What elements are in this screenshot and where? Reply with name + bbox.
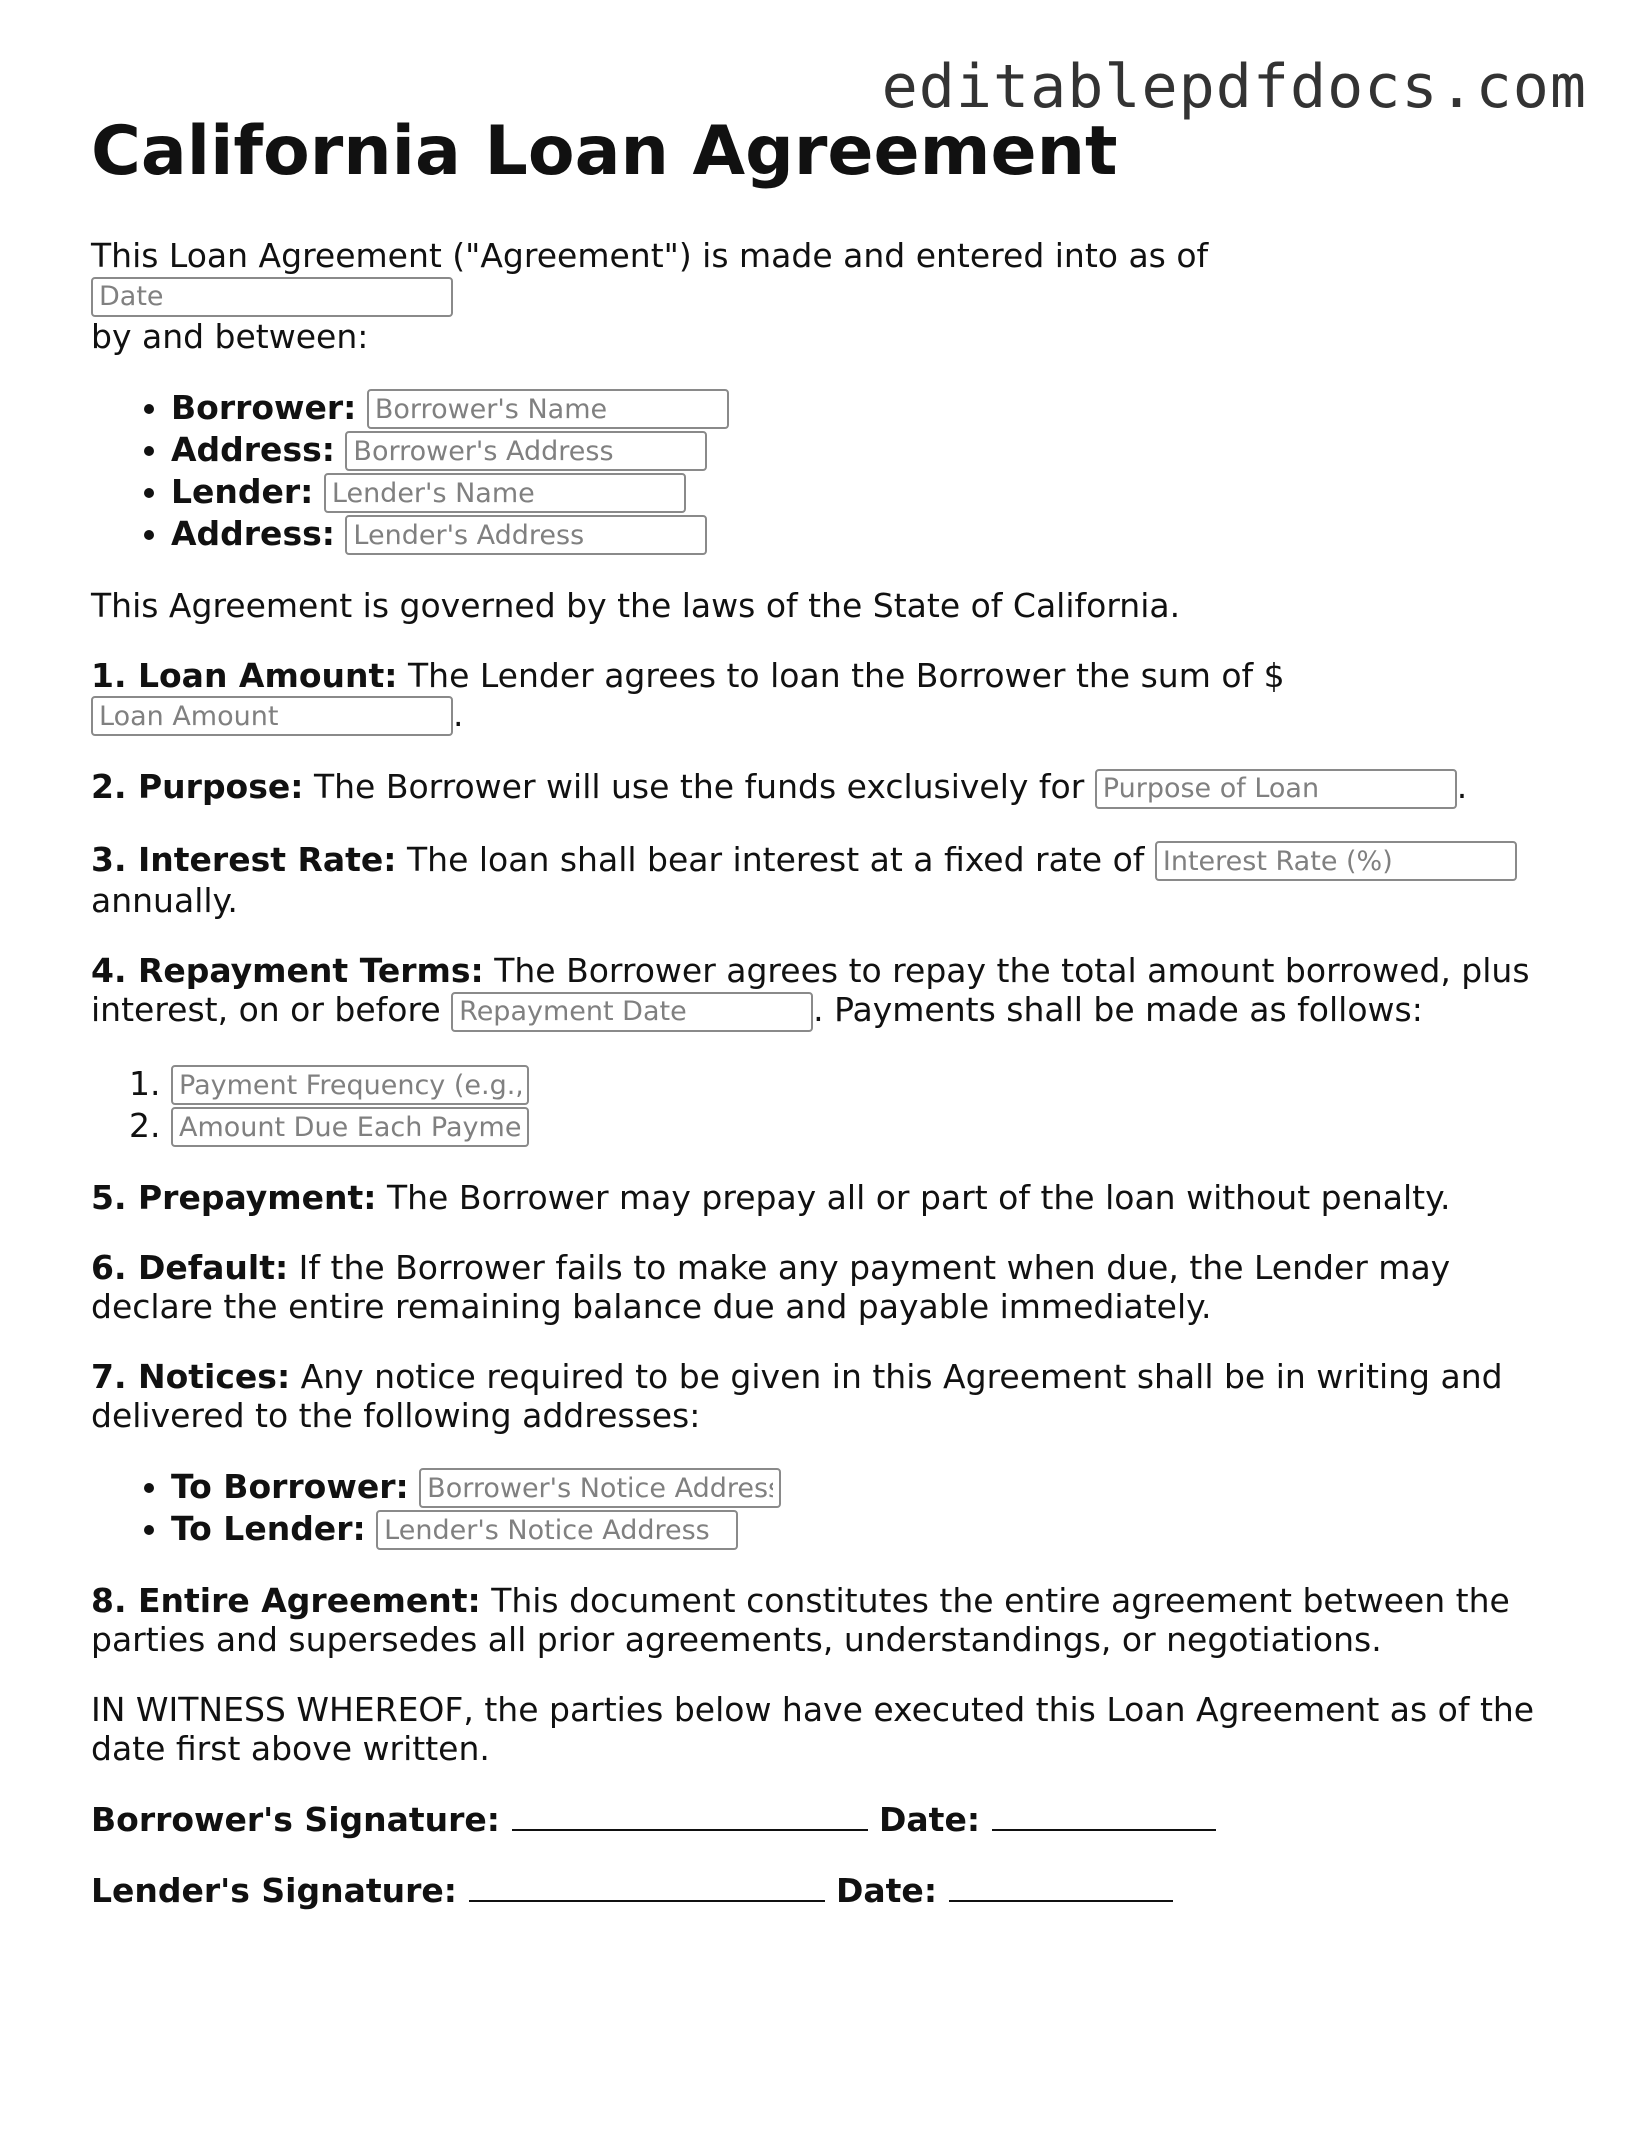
- section-default: [91, 1248, 1571, 1326]
- payment-frequency-field[interactable]: [171, 1065, 529, 1105]
- default-text: If the Borrower fails to make any payment when due, the Lender may declare the entire remaining balance due and payable immediately.: [91, 1247, 1451, 1326]
- watermark: editablepdfdocs.com: [881, 52, 1587, 122]
- notices-text: Any notice required to be given in this Agreement shall be in writing and delivered to the following addresses:: [91, 1356, 1503, 1435]
- notice-lender-label: To Lender:: [171, 1508, 366, 1548]
- loan-amount-field[interactable]: [91, 696, 453, 736]
- purpose-period: .: [1456, 767, 1468, 806]
- prepayment-heading: 5. Prepayment:: [91, 1177, 377, 1217]
- loan-amount-heading: 1. Loan Amount:: [91, 655, 398, 695]
- interest-rate-field[interactable]: [1155, 841, 1517, 881]
- lender-signature-line[interactable]: [469, 1870, 825, 1902]
- loan-amount-text: The Lender agrees to loan the Borrower the sum of $: [408, 655, 1285, 695]
- interest-rate-heading: 3. Interest Rate:: [91, 839, 397, 879]
- payment-amount-field[interactable]: [171, 1107, 529, 1147]
- lender-address-label: Address:: [171, 513, 335, 553]
- repayment-heading: 4. Repayment Terms:: [91, 951, 484, 990]
- party-borrower: [171, 387, 1571, 429]
- borrower-address-label: Address:: [171, 429, 335, 469]
- notices-heading: 7. Notices:: [91, 1356, 291, 1396]
- notice-borrower-label: To Borrower:: [171, 1466, 409, 1506]
- party-lender-address: [171, 513, 1571, 555]
- section-entire-agreement: [91, 1581, 1571, 1659]
- intro-text-after: by and between:: [91, 316, 369, 356]
- purpose-text: The Borrower will use the funds exclusively for: [313, 767, 1085, 806]
- repayment-date-field[interactable]: [451, 992, 813, 1032]
- notice-borrower: [171, 1466, 1571, 1508]
- section-prepayment: [91, 1178, 1571, 1217]
- default-heading: 6. Default:: [91, 1247, 289, 1287]
- lender-date-line[interactable]: [949, 1870, 1173, 1902]
- section-purpose: [91, 767, 1571, 809]
- borrower-address-field[interactable]: [345, 431, 707, 471]
- governing-law: This Agreement is governed by the laws of the State of California.: [91, 585, 1181, 625]
- notice-lender: [171, 1508, 1571, 1550]
- lender-date-label: Date:: [836, 1870, 938, 1910]
- lender-label: Lender:: [171, 471, 314, 511]
- payment-terms-list: [91, 1063, 1571, 1147]
- prepayment-text: The Borrower may prepay all or part of the loan without penalty.: [386, 1177, 1451, 1217]
- borrower-label: Borrower:: [171, 387, 357, 427]
- entire-agreement-text: This document constitutes the entire agreement between the parties and supersedes all prior agreements, understandings, or negotiations.: [91, 1580, 1510, 1659]
- lender-notice-address-field[interactable]: [376, 1510, 738, 1550]
- agreement-date-field[interactable]: [91, 277, 453, 317]
- lender-name-field[interactable]: [324, 473, 686, 513]
- purpose-field[interactable]: [1095, 769, 1457, 809]
- witness-paragraph: IN WITNESS WHEREOF, the parties below have executed this Loan Agreement as of the date first above written.: [91, 1689, 1535, 1768]
- lender-signature-row: [91, 1870, 1571, 1910]
- repayment-end: . Payments shall be made as follows:: [813, 990, 1423, 1029]
- repayment-text: The Borrower agrees to repay the total amount borrowed, plus interest, on or before: [91, 951, 1530, 1029]
- borrower-date-label: Date:: [879, 1799, 981, 1839]
- borrower-signature-line[interactable]: [512, 1799, 868, 1831]
- interest-rate-text: The loan shall bear interest at a fixed rate of: [407, 839, 1145, 879]
- borrower-signature-row: [91, 1799, 1571, 1839]
- intro-paragraph: [91, 236, 1571, 356]
- section-notices: [91, 1357, 1571, 1435]
- party-borrower-address: [171, 429, 1571, 471]
- loan-amount-period: .: [453, 694, 464, 734]
- intro-text: This Loan Agreement ("Agreement") is made and entered into as of: [91, 236, 1209, 275]
- document-body: [91, 112, 1571, 1941]
- section-loan-amount: [91, 656, 1571, 737]
- payment-term-item: [171, 1063, 1571, 1105]
- entire-agreement-heading: 8. Entire Agreement:: [91, 1580, 481, 1620]
- notice-addresses-list: [91, 1466, 1571, 1550]
- lender-signature-label: Lender's Signature:: [91, 1870, 457, 1910]
- payment-term-item: [171, 1105, 1571, 1147]
- purpose-heading: 2. Purpose:: [91, 767, 304, 806]
- section-repayment: [91, 951, 1571, 1032]
- borrower-signature-label: Borrower's Signature:: [91, 1799, 501, 1839]
- lender-address-field[interactable]: [345, 515, 707, 555]
- borrower-notice-address-field[interactable]: [419, 1468, 781, 1508]
- borrower-name-field[interactable]: [367, 389, 729, 429]
- borrower-date-line[interactable]: [992, 1799, 1216, 1831]
- interest-rate-end: annually.: [91, 881, 238, 920]
- section-interest-rate: [91, 840, 1571, 921]
- party-lender: [171, 471, 1571, 513]
- page-title: California Loan Agreement: [91, 112, 1118, 191]
- parties-list: [91, 387, 1571, 555]
